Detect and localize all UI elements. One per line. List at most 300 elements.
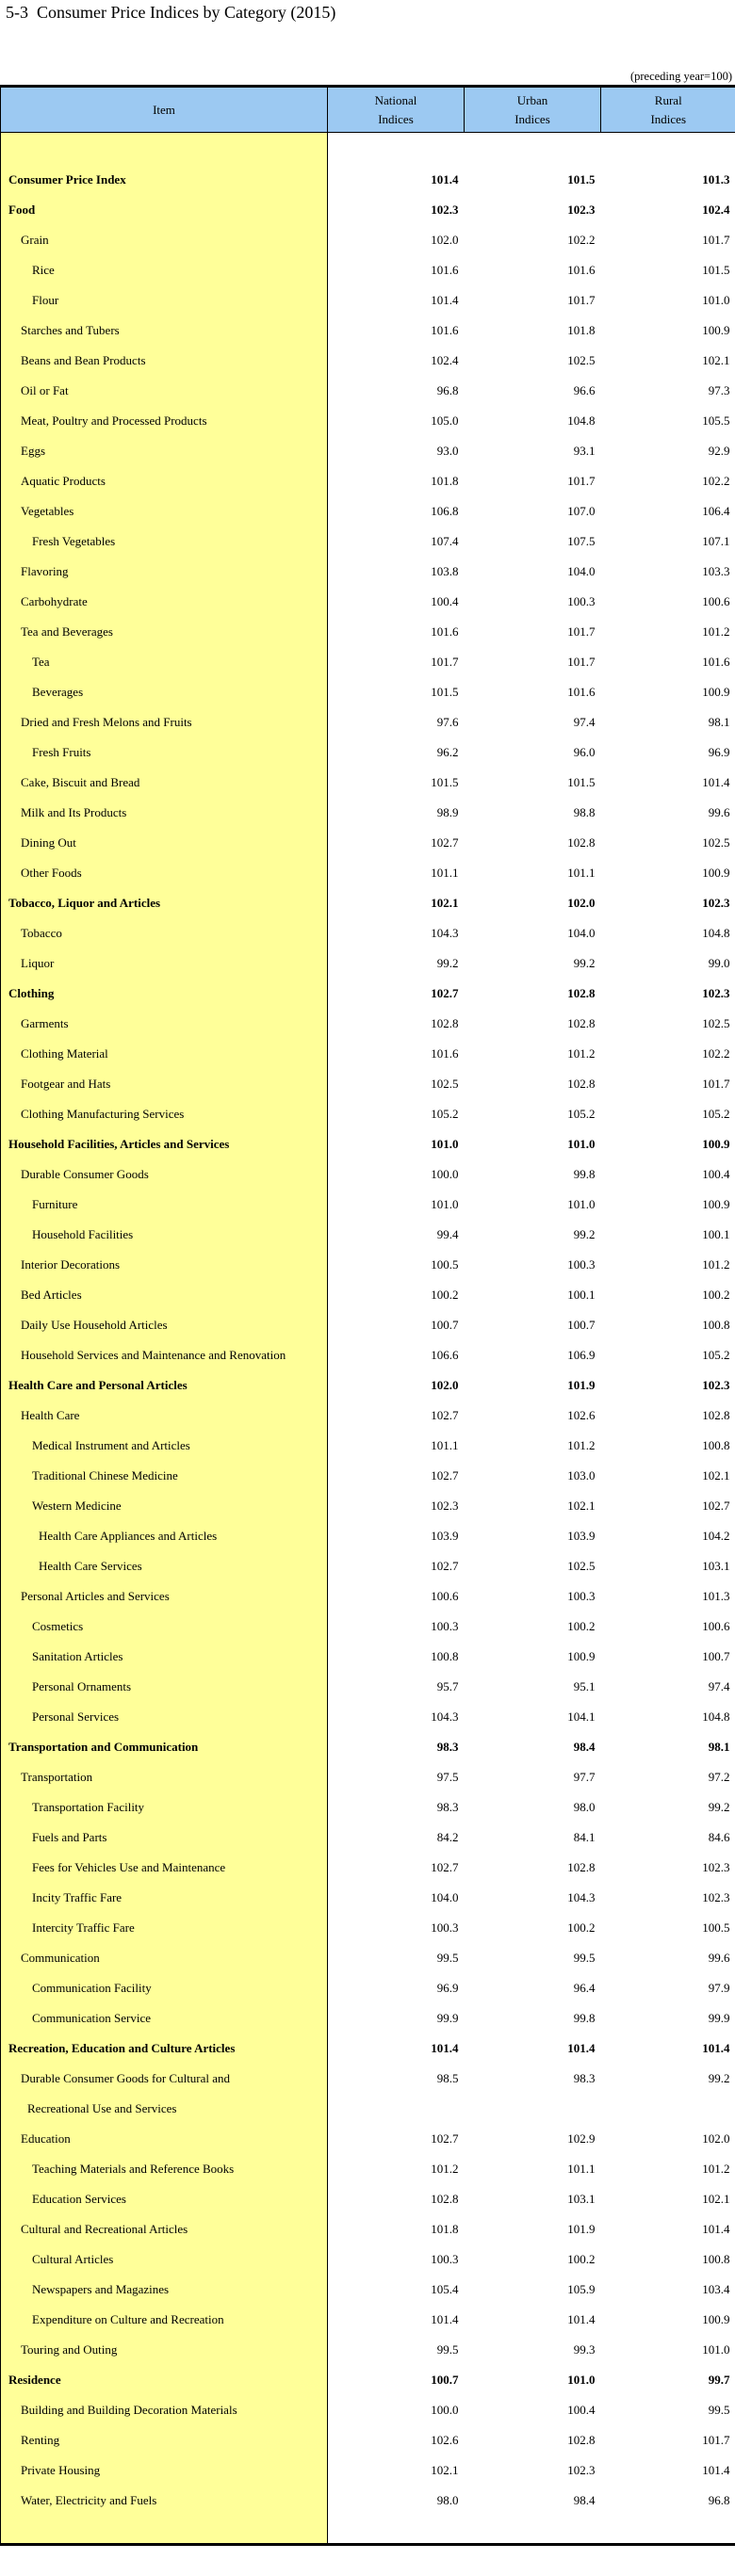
table-row	[1, 1250, 735, 1280]
national-value: 100.7	[431, 1317, 459, 1332]
national-value: 101.6	[431, 322, 459, 337]
rural-value: 102.1	[702, 352, 730, 367]
urban-value: 101.8	[567, 322, 596, 337]
item-cell: Sanitation Articles	[1, 1642, 328, 1672]
item-cell: Personal Ornaments	[1, 1672, 328, 1702]
item-cell: Health Care	[1, 1401, 328, 1431]
rural-value: 106.4	[702, 503, 730, 518]
national-value: 101.2	[431, 2161, 459, 2176]
item-cell: Clothing Manufacturing Services	[1, 1099, 328, 1129]
item-cell: Traditional Chinese Medicine	[1, 1461, 328, 1491]
national-value: 100.0	[431, 2402, 459, 2417]
rural-value: 101.6	[702, 654, 730, 669]
item-cell: Transportation Facility	[1, 1792, 328, 1823]
table-row	[1, 285, 735, 316]
urban-value: 104.0	[567, 563, 596, 578]
item-cell: Vegetables	[1, 496, 328, 527]
urban-value: 97.4	[573, 714, 596, 729]
table-row	[1, 647, 735, 677]
national-value: 101.4	[431, 2040, 459, 2055]
table-row	[1, 2335, 735, 2365]
rural-value: 101.5	[702, 262, 730, 277]
urban-value: 84.1	[573, 1829, 596, 1844]
table-row	[1, 1431, 735, 1461]
item-cell: Communication	[1, 1943, 328, 1973]
rural-value: 102.8	[702, 1407, 730, 1422]
item-cell: Residence	[1, 2365, 328, 2395]
rural-value: 105.2	[702, 1106, 730, 1121]
rural-value: 101.0	[702, 292, 730, 307]
table-row	[1, 496, 735, 527]
table-row	[1, 948, 735, 979]
rural-value: 103.4	[702, 2281, 730, 2296]
item-cell: Starches and Tubers	[1, 316, 328, 346]
table-row	[1, 1370, 735, 1401]
table-row	[1, 436, 735, 466]
urban-value: 99.3	[573, 2341, 596, 2357]
national-value: 101.8	[431, 473, 459, 488]
urban-value: 102.8	[567, 985, 596, 1000]
table-row	[1, 376, 735, 406]
national-value: 100.2	[431, 1287, 459, 1302]
item-cell: Carbohydrate	[1, 587, 328, 617]
item-cell: Household Facilities, Articles and Services	[1, 1129, 328, 1159]
item-cell: Cultural Articles	[1, 2244, 328, 2275]
col-header-urban-line1: Urban	[516, 92, 548, 107]
table-row	[1, 255, 735, 285]
urban-value: 97.7	[573, 1769, 596, 1784]
item-cell: Transportation and Communication	[1, 1732, 328, 1762]
rural-value: 105.2	[702, 1347, 730, 1362]
table-row	[1, 1491, 735, 1521]
rural-value: 99.9	[708, 2010, 730, 2025]
table-row	[1, 406, 735, 436]
spacer-cell	[328, 133, 735, 165]
table-row	[1, 557, 735, 587]
table-row	[1, 2244, 735, 2275]
rural-value: 101.4	[702, 2221, 730, 2236]
urban-value: 104.1	[567, 1709, 596, 1724]
national-value: 96.2	[436, 744, 459, 759]
item-cell: Recreational Use and Services	[1, 2094, 328, 2124]
spacer-cell	[328, 2516, 735, 2545]
urban-value: 102.3	[567, 2462, 596, 2477]
item-cell: Health Care Appliances and Articles	[1, 1521, 328, 1551]
item-cell: Food	[1, 195, 328, 225]
table-row	[1, 1340, 735, 1370]
rural-value: 104.2	[702, 1528, 730, 1543]
rural-value: 92.9	[708, 443, 730, 458]
national-value: 100.7	[431, 2372, 459, 2387]
item-cell: Tea and Beverages	[1, 617, 328, 647]
table-row	[1, 527, 735, 557]
top-spacer-row	[1, 133, 735, 165]
national-value: 102.7	[431, 985, 459, 1000]
national-value: 100.0	[431, 1166, 459, 1181]
urban-value: 103.1	[567, 2191, 596, 2206]
rural-value: 100.5	[702, 1920, 730, 1935]
rural-value: 101.4	[702, 2040, 730, 2055]
item-cell: Beans and Bean Products	[1, 346, 328, 376]
national-value: 101.1	[431, 1437, 459, 1452]
rural-value: 102.0	[702, 2130, 730, 2146]
cpi-table	[0, 85, 735, 2546]
national-value: 100.3	[431, 2251, 459, 2266]
table-row	[1, 1401, 735, 1431]
national-value: 102.1	[431, 2462, 459, 2477]
table-row	[1, 1129, 735, 1159]
urban-value: 107.0	[567, 503, 596, 518]
national-value: 105.4	[431, 2281, 459, 2296]
table-row	[1, 1823, 735, 1853]
table-row	[1, 1612, 735, 1642]
urban-value: 101.7	[567, 292, 596, 307]
national-value: 100.8	[431, 1648, 459, 1663]
national-value: 102.7	[431, 1407, 459, 1422]
table-row	[1, 979, 735, 1009]
table-row	[1, 2395, 735, 2425]
urban-value: 96.0	[573, 744, 596, 759]
table-row	[1, 2094, 735, 2124]
rural-value: 102.3	[702, 985, 730, 1000]
header-row	[1, 87, 735, 133]
rural-value: 102.1	[702, 1467, 730, 1482]
national-value: 102.8	[431, 2191, 459, 2206]
table-row	[1, 1732, 735, 1762]
national-value: 104.3	[431, 925, 459, 940]
national-value: 96.8	[436, 382, 459, 397]
table-row	[1, 195, 735, 225]
rural-value: 100.1	[702, 1226, 730, 1241]
rural-value: 102.5	[702, 1015, 730, 1030]
item-cell: Fees for Vehicles Use and Maintenance	[1, 1853, 328, 1883]
rural-value: 100.9	[702, 322, 730, 337]
table-row	[1, 828, 735, 858]
national-value: 98.3	[436, 1799, 459, 1814]
national-value: 105.2	[431, 1106, 459, 1121]
national-value: 102.8	[431, 1015, 459, 1030]
item-cell: Transportation	[1, 1762, 328, 1792]
table-row	[1, 1310, 735, 1340]
national-value: 101.6	[431, 262, 459, 277]
rural-value: 102.2	[702, 1045, 730, 1061]
national-value: 98.9	[436, 804, 459, 819]
item-cell: Recreation, Education and Culture Articles	[1, 2033, 328, 2064]
national-value: 102.5	[431, 1076, 459, 1091]
national-value: 104.0	[431, 1889, 459, 1904]
table-row	[1, 737, 735, 768]
national-value: 102.1	[431, 895, 459, 910]
urban-value: 99.8	[573, 2010, 596, 2025]
rural-value: 96.9	[708, 744, 730, 759]
urban-value: 100.7	[567, 1317, 596, 1332]
item-cell: Communication Facility	[1, 1973, 328, 2003]
rural-value: 98.1	[708, 1739, 730, 1754]
urban-value: 101.1	[567, 865, 596, 880]
national-value: 97.6	[436, 714, 459, 729]
item-cell: Dining Out	[1, 828, 328, 858]
table-row	[1, 1581, 735, 1612]
item-cell: Aquatic Products	[1, 466, 328, 496]
item-cell: Touring and Outing	[1, 2335, 328, 2365]
rural-value: 99.6	[708, 804, 730, 819]
rural-value: 97.9	[708, 1980, 730, 1995]
table-row	[1, 2275, 735, 2305]
spacer-item-cell	[1, 133, 328, 165]
item-cell: Footgear and Hats	[1, 1069, 328, 1099]
urban-value: 102.8	[567, 2432, 596, 2447]
table-row	[1, 888, 735, 918]
urban-value: 103.9	[567, 1528, 596, 1543]
table-row	[1, 2425, 735, 2455]
national-value: 100.6	[431, 1588, 459, 1603]
national-value: 98.3	[436, 1739, 459, 1754]
rural-value: 99.2	[708, 1799, 730, 1814]
national-value: 101.4	[431, 171, 459, 186]
urban-value: 103.0	[567, 1467, 596, 1482]
item-cell: Education Services	[1, 2184, 328, 2214]
national-value: 98.0	[436, 2492, 459, 2507]
national-value: 99.5	[436, 1950, 459, 1965]
item-cell: Daily Use Household Articles	[1, 1310, 328, 1340]
table-row	[1, 2003, 735, 2033]
table-row	[1, 587, 735, 617]
table-row	[1, 2124, 735, 2154]
item-cell: Water, Electricity and Fuels	[1, 2486, 328, 2516]
table-row	[1, 316, 735, 346]
national-value: 101.5	[431, 774, 459, 789]
national-value: 102.7	[431, 2130, 459, 2146]
urban-value: 100.9	[567, 1648, 596, 1663]
table-row	[1, 2154, 735, 2184]
national-value: 99.9	[436, 2010, 459, 2025]
rural-value: 100.6	[702, 1618, 730, 1633]
national-value: 101.0	[431, 1136, 459, 1151]
item-cell: Household Facilities	[1, 1220, 328, 1250]
table-row	[1, 2064, 735, 2094]
item-cell: Personal Articles and Services	[1, 1581, 328, 1612]
item-cell: Health Care Services	[1, 1551, 328, 1581]
national-value: 107.4	[431, 533, 459, 548]
national-value: 102.7	[431, 1467, 459, 1482]
rural-value: 100.8	[702, 1437, 730, 1452]
item-cell: Intercity Traffic Fare	[1, 1913, 328, 1943]
national-value	[328, 2094, 465, 2124]
rural-value: 99.2	[708, 2070, 730, 2085]
item-cell: Private Housing	[1, 2455, 328, 2486]
item-cell: Meat, Poultry and Processed Products	[1, 406, 328, 436]
item-cell: Flour	[1, 285, 328, 316]
item-cell: Cultural and Recreational Articles	[1, 2214, 328, 2244]
page-title: 5-3 Consumer Price Indices by Category (2015)	[6, 3, 336, 22]
table-row	[1, 2455, 735, 2486]
national-value: 104.3	[431, 1709, 459, 1724]
item-cell: Fuels and Parts	[1, 1823, 328, 1853]
rural-value: 102.2	[702, 473, 730, 488]
urban-value: 101.1	[567, 2161, 596, 2176]
rural-value: 104.8	[702, 1709, 730, 1724]
urban-value: 102.8	[567, 1076, 596, 1091]
urban-value: 102.8	[567, 834, 596, 850]
rural-value: 101.2	[702, 1256, 730, 1272]
rural-value: 101.4	[702, 2462, 730, 2477]
item-cell: Consumer Price Index	[1, 165, 328, 195]
item-cell: Medical Instrument and Articles	[1, 1431, 328, 1461]
table-row	[1, 2365, 735, 2395]
table-row	[1, 1762, 735, 1792]
national-value: 102.7	[431, 834, 459, 850]
rural-value: 100.4	[702, 1166, 730, 1181]
table-row	[1, 677, 735, 707]
table-row	[1, 1159, 735, 1190]
item-cell: Teaching Materials and Reference Books	[1, 2154, 328, 2184]
rural-value: 100.9	[702, 684, 730, 699]
national-value: 95.7	[436, 1678, 459, 1693]
item-cell: Incity Traffic Fare	[1, 1883, 328, 1913]
rural-value: 100.7	[702, 1648, 730, 1663]
national-value: 99.5	[436, 2341, 459, 2357]
item-cell: Fresh Vegetables	[1, 527, 328, 557]
rural-value: 101.2	[702, 2161, 730, 2176]
col-header-rural	[601, 87, 735, 133]
urban-value: 100.2	[567, 1920, 596, 1935]
urban-value: 102.1	[567, 1498, 596, 1513]
col-header-national	[328, 87, 465, 133]
rural-value: 99.0	[708, 955, 730, 970]
rural-value: 101.7	[702, 2432, 730, 2447]
urban-value: 101.0	[567, 1196, 596, 1211]
national-value: 99.2	[436, 955, 459, 970]
urban-value: 100.3	[567, 593, 596, 608]
table-row	[1, 798, 735, 828]
urban-value: 102.2	[567, 232, 596, 247]
national-value: 101.6	[431, 624, 459, 639]
rural-value: 100.9	[702, 1196, 730, 1211]
urban-value: 102.5	[567, 352, 596, 367]
national-value: 93.0	[436, 443, 459, 458]
table-row	[1, 1069, 735, 1099]
item-cell: Cake, Biscuit and Bread	[1, 768, 328, 798]
urban-value: 99.8	[573, 1166, 596, 1181]
table-row	[1, 1521, 735, 1551]
rural-value: 102.3	[702, 895, 730, 910]
urban-value: 100.1	[567, 1287, 596, 1302]
urban-value: 101.4	[567, 2040, 596, 2055]
urban-value: 100.2	[567, 2251, 596, 2266]
national-value: 103.9	[431, 1528, 459, 1543]
urban-value: 102.9	[567, 2130, 596, 2146]
item-cell: Communication Service	[1, 2003, 328, 2033]
item-cell: Eggs	[1, 436, 328, 466]
urban-value: 105.2	[567, 1106, 596, 1121]
urban-value: 101.0	[567, 2372, 596, 2387]
rural-value: 101.2	[702, 624, 730, 639]
table-row	[1, 1943, 735, 1973]
rural-value: 97.2	[708, 1769, 730, 1784]
national-value: 101.6	[431, 1045, 459, 1061]
rural-value: 101.0	[702, 2341, 730, 2357]
urban-value	[465, 2094, 601, 2124]
urban-value: 101.7	[567, 654, 596, 669]
table-row	[1, 2486, 735, 2516]
rural-value: 84.6	[708, 1829, 730, 1844]
rural-value: 102.3	[702, 1377, 730, 1392]
urban-value: 102.3	[567, 202, 596, 217]
urban-value: 93.1	[573, 443, 596, 458]
rural-value: 100.9	[702, 2311, 730, 2326]
item-cell: Milk and Its Products	[1, 798, 328, 828]
national-value: 101.5	[431, 684, 459, 699]
rural-value: 101.7	[702, 1076, 730, 1091]
urban-value: 101.9	[567, 2221, 596, 2236]
table-row	[1, 466, 735, 496]
rural-value: 105.5	[702, 413, 730, 428]
table-row	[1, 1099, 735, 1129]
item-cell: Renting	[1, 2425, 328, 2455]
table-row	[1, 1853, 735, 1883]
rural-value: 100.6	[702, 593, 730, 608]
col-header-rural-line1: Rural	[654, 92, 682, 107]
item-cell: Clothing Material	[1, 1039, 328, 1069]
item-cell: Beverages	[1, 677, 328, 707]
national-value: 96.9	[436, 1980, 459, 1995]
rural-value: 100.8	[702, 1317, 730, 1332]
table-row	[1, 1672, 735, 1702]
col-header-urban	[465, 87, 601, 133]
urban-value: 107.5	[567, 533, 596, 548]
col-header-urban-line2: Indices	[514, 111, 550, 126]
national-value: 102.0	[431, 232, 459, 247]
rural-value: 103.1	[702, 1558, 730, 1573]
urban-value: 101.5	[567, 171, 596, 186]
item-cell: Garments	[1, 1009, 328, 1039]
urban-value: 98.0	[573, 1799, 596, 1814]
table-row	[1, 1220, 735, 1250]
item-cell: Health Care and Personal Articles	[1, 1370, 328, 1401]
urban-value: 101.0	[567, 1136, 596, 1151]
col-header-rural-line2: Indices	[650, 111, 687, 126]
urban-value: 102.5	[567, 1558, 596, 1573]
rural-value: 102.1	[702, 2191, 730, 2206]
item-cell: Clothing	[1, 979, 328, 1009]
urban-value: 101.5	[567, 774, 596, 789]
urban-value: 100.3	[567, 1256, 596, 1272]
table-header	[1, 87, 735, 133]
urban-value: 104.8	[567, 413, 596, 428]
item-cell: Bed Articles	[1, 1280, 328, 1310]
item-cell: Liquor	[1, 948, 328, 979]
urban-value: 99.2	[573, 955, 596, 970]
table-row	[1, 707, 735, 737]
bottom-spacer-row	[1, 2516, 735, 2545]
national-value: 106.8	[431, 503, 459, 518]
national-value: 100.5	[431, 1256, 459, 1272]
table-row	[1, 1039, 735, 1069]
table-row	[1, 1642, 735, 1672]
rural-value	[601, 2094, 735, 2124]
table-body	[1, 133, 735, 2545]
page-header	[0, 0, 735, 85]
table-row	[1, 1461, 735, 1491]
national-value: 103.8	[431, 563, 459, 578]
urban-value: 98.3	[573, 2070, 596, 2085]
table-row	[1, 2184, 735, 2214]
rural-value: 97.4	[708, 1678, 730, 1693]
item-cell: Western Medicine	[1, 1491, 328, 1521]
rural-value: 102.4	[702, 202, 730, 217]
table-row	[1, 768, 735, 798]
item-cell: Building and Building Decoration Materials	[1, 2395, 328, 2425]
